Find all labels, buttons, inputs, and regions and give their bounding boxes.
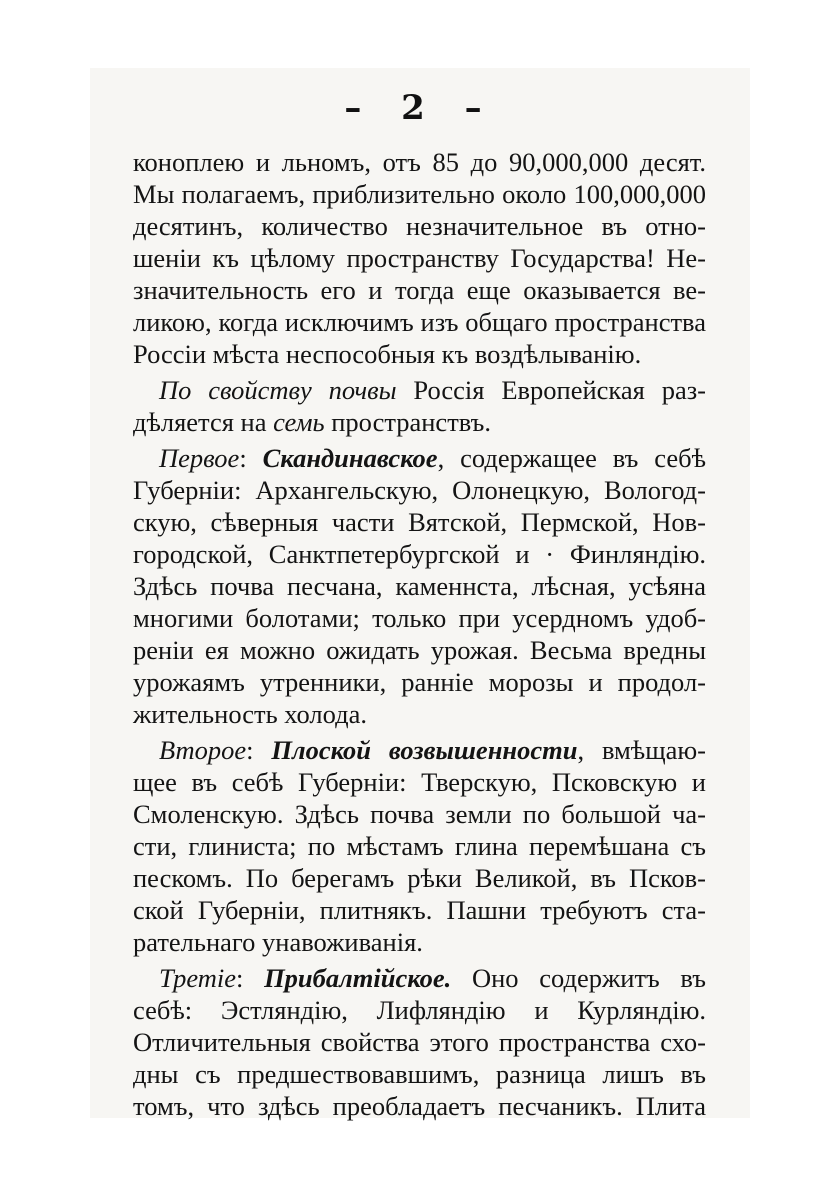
text-line: десятинъ, количество незначительное въ отно- [133, 211, 706, 241]
text-line: конoплею и льномъ, отъ 85 до 90,000,000 десят. [133, 147, 706, 177]
text-line: значительность его и тогда еще оказывается ве- [133, 275, 706, 305]
text-line: урожаямъ утренники, ранніе морозы и продол- [133, 667, 706, 697]
text-line: скую, сѣверныя части Вятской, Пермской, Нов- [133, 507, 706, 537]
text-line: томъ, что здѣсь преобладаетъ песчаникъ. Плита [133, 1091, 706, 1121]
text-line: Смоленскую. Здѣсь почва земли по большой ча- [133, 799, 706, 829]
text-line: дны съ предшествовавшимъ, разница лишъ въ [133, 1059, 706, 1089]
text-line: Отличительныя свойства этого пространства схо- [133, 1027, 706, 1057]
text-line: жительность холода. [133, 699, 368, 729]
text-line: Первое: Скандинавское, содержащее въ себѣ [159, 443, 706, 473]
text-line: Здѣсь почва песчана, каменнста, лѣсная, усѣяна [133, 571, 706, 601]
text-line: шеніи къ цѣлому пространству Государства! Не- [133, 243, 706, 273]
body-text [133, 146, 706, 1122]
text-line: Третіе: Прибалтійское. Оно содержитъ въ [159, 963, 706, 993]
text-line: Россіи мѣста неспособныя къ воздѣлыванію. [133, 339, 642, 369]
text-line: щее въ себѣ Губерніи: Тверскую, Псковскую и [133, 767, 706, 797]
text-line: Мы полагаемъ, приблизительно около 100,000,000 [133, 179, 706, 209]
text-line: сти, глиниста; по мѣстамъ глина перемѣшана съ [133, 831, 706, 861]
text-line: рательнаго унавоживанія. [133, 927, 423, 957]
text-line: По свойству почвы Россія Европейская раз- [159, 375, 706, 405]
text-line: Второе: Плоской возвышенности, вмѣщаю- [159, 735, 706, 765]
page-number: – 2 – [344, 88, 496, 128]
text-line: ликою, когда исключимъ изъ общаго пространства [133, 307, 706, 337]
text-line: себѣ: Эстляндію, Лифляндію и Курляндію. [133, 995, 706, 1025]
text-line: дѣляется на семь пространствъ. [133, 407, 491, 437]
text-line: городской, Санктпетербургской и · Финляндію. [133, 539, 706, 569]
text-line: реніи ея можно ожидать урожая. Весьма вредны [133, 635, 706, 665]
text-line: пескомъ. По берегамъ рѣки Великой, въ Псков- [133, 863, 706, 893]
text-line: ской Губерніи, плитнякъ. Пашни требуютъ ста- [133, 895, 706, 925]
text-line: Губерніи: Архангельскую, Олонецкую, Вологод- [133, 475, 706, 505]
text-line: многими болотами; только при усердномъ удоб- [133, 603, 706, 633]
